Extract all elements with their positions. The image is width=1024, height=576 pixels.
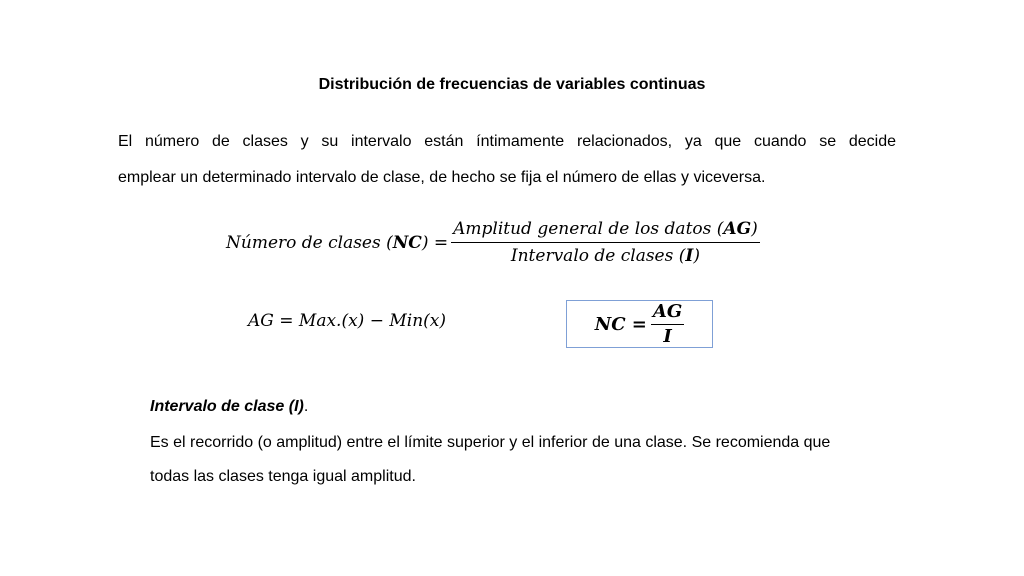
- denominator-bold: I: [685, 246, 694, 266]
- definition-heading-suffix: .: [303, 398, 309, 415]
- formula-numerator: [451, 219, 760, 243]
- general-amplitude-formula: AG = Max.(x) − Min(x): [248, 311, 446, 331]
- formula-lhs-bold: NC: [392, 232, 422, 253]
- intro-line-1: El número de clases y su intervalo están íntimamente relacionados, ya que cuando se decide: [118, 133, 896, 150]
- intro-line-2: emplear un determinado intervalo de clase, de hecho se fija el número de ellas y viceversa.: [118, 169, 766, 186]
- numerator-text: Amplitud general de los datos (: [453, 219, 724, 239]
- definition-body: [150, 426, 910, 494]
- intro-paragraph: [118, 124, 896, 196]
- slide-title: Distribución de frecuencias de variables continuas: [318, 76, 706, 93]
- definition-heading-text: Intervalo de clase (I): [150, 398, 304, 415]
- definition-line-1: Es el recorrido (o amplitud) entre el límite superior y el inferior de una clase. Se recomienda que: [150, 434, 831, 451]
- nc-formula-fraction: [651, 301, 684, 347]
- nc-formula-numerator: AG: [651, 301, 684, 325]
- number-of-classes-formula: [226, 219, 760, 266]
- definition-line-2: todas las clases tenga igual amplitud.: [150, 468, 416, 485]
- nc-formula-lhs: NC =: [594, 313, 647, 335]
- formula-fraction: [451, 219, 760, 266]
- denominator-text: Intervalo de clases (: [510, 246, 686, 266]
- definition-heading: [150, 398, 308, 416]
- formula-lhs: [226, 233, 448, 253]
- nc-formula-denominator: I: [663, 326, 672, 347]
- numerator-bold: AG: [723, 219, 752, 239]
- nc-formula: [595, 301, 684, 347]
- formula-lhs-text: Número de clases (: [226, 232, 393, 253]
- formula-lhs-close: ) =: [421, 232, 449, 253]
- formula-denominator: [509, 243, 702, 266]
- denominator-close: ): [693, 246, 700, 266]
- numerator-close: ): [751, 219, 758, 239]
- nc-formula-box: [566, 300, 713, 348]
